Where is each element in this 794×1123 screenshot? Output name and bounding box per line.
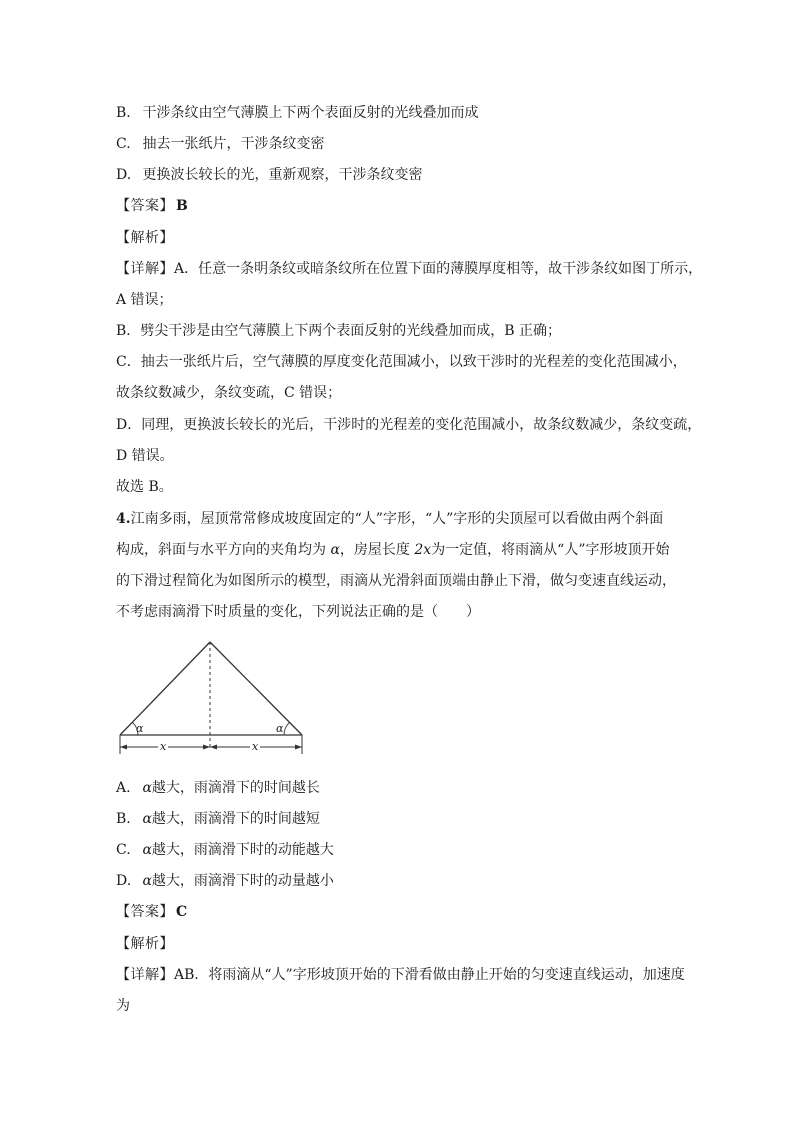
option-text: 抽去一张纸片，干涉条纹变密: [142, 136, 325, 152]
answer-value: C: [176, 904, 188, 920]
dim-label-left: x: [160, 740, 167, 753]
stem-text: 为一定值，将雨滴从“人”字形坡顶开始: [431, 542, 670, 558]
analysis-tag: 【解析】: [116, 230, 174, 246]
dim-label-right: x: [252, 740, 259, 753]
question-number: 4.: [116, 511, 131, 527]
arrowhead-left-inner: [203, 745, 210, 750]
explanation-line: 故条纹数减少，条纹变疏，C 错误；: [116, 385, 342, 401]
detail-line: [116, 259, 703, 279]
roof-slope-figure: [116, 636, 312, 760]
option-text: 更换波长较长的光，重新观察，干涉条纹变密: [142, 167, 423, 183]
arrowhead-left-outer: [120, 745, 127, 750]
explanation-line: AB．将雨滴从“人”字形坡顶开始的下滑看做由静止开始的匀变速直线运动，加速度: [174, 967, 685, 983]
alpha-symbol: α: [142, 811, 152, 827]
length-symbol: 2x: [414, 542, 432, 558]
stem-text: 江南多雨，屋顶常常修成坡度固定的“人”字形，“人”字形的尖顶屋可以看做由两个斜面: [130, 511, 664, 527]
option-text: 越大，雨滴滑下的时间越长: [151, 780, 320, 796]
analysis-tag: 【解析】: [116, 936, 174, 952]
option-d: [116, 165, 686, 185]
option-c: [116, 134, 686, 154]
detail-tag: 【详解】: [116, 261, 174, 277]
explanation-line: D．同理，更换波长较长的光后，干涉时的光程差的变化范围减小，故条纹数减少，条纹变疏，: [116, 417, 702, 433]
detail-tag: 【详解】: [116, 967, 174, 983]
roof-diagram: [116, 636, 312, 760]
arrowhead-right-outer: [295, 745, 302, 750]
explanation-line: A 错误；: [116, 292, 173, 308]
analysis-line: [116, 228, 686, 248]
right-angle-arc: [284, 722, 289, 735]
question-4-stem-line-1: [116, 509, 686, 529]
q4-answer-line: [116, 902, 686, 922]
answer-tag: 【答案】: [116, 904, 174, 920]
option-label: A.: [116, 780, 131, 796]
q4-explanation-line: 为: [116, 998, 130, 1014]
option-b: [116, 103, 686, 123]
conclusion-line: 故选 B。: [116, 479, 173, 495]
option-label: B.: [116, 105, 131, 121]
explanation-line: A．任意一条明条纹或暗条纹所在位置下面的薄膜厚度相等，故干涉条纹如图丁所示，: [174, 261, 703, 277]
question-4-stem-line-3: 的下滑过程简化为如图所示的模型，雨滴从光滑斜面顶端由静止下滑，做匀变速直线运动，: [116, 573, 676, 589]
arrowhead-right-inner: [210, 745, 217, 750]
option-label: D.: [116, 167, 132, 183]
alpha-symbol: α: [142, 842, 152, 858]
stem-text: 构成，斜面与水平方向的夹角均为: [116, 542, 326, 558]
q4-option-c: [116, 840, 686, 860]
q4-option-b: [116, 809, 686, 829]
right-slope: [210, 642, 302, 735]
answer-line: [116, 196, 686, 216]
angle-label-right: α: [276, 722, 284, 735]
explanation-line: C．抽去一张纸片后，空气薄膜的厚度变化范围减小，以致干涉时的光程差的变化范围减小，: [116, 354, 687, 370]
explanation-line: D 错误。: [116, 448, 174, 464]
option-label: D.: [116, 873, 132, 889]
answer-value: B: [176, 198, 188, 214]
question-4-stem-line-2: [116, 540, 686, 560]
q4-detail-line: [116, 965, 686, 985]
option-label: C.: [116, 842, 131, 858]
option-label: B.: [116, 811, 131, 827]
answer-tag: 【答案】: [116, 198, 174, 214]
left-slope: [120, 642, 210, 735]
explanation-line: B．劈尖干涉是由空气薄膜上下两个表面反射的光线叠加而成，B 正确；: [116, 323, 562, 339]
alpha-symbol: α: [142, 780, 152, 796]
q4-option-d: [116, 871, 686, 891]
option-text: 越大，雨滴滑下时的动量越小: [151, 873, 334, 889]
q4-option-a: [116, 778, 686, 798]
option-text: 越大，雨滴滑下的时间越短: [151, 811, 320, 827]
option-label: C.: [116, 136, 131, 152]
option-text: 干涉条纹由空气薄膜上下两个表面反射的光线叠加而成: [142, 105, 479, 121]
alpha-symbol: α: [330, 542, 340, 558]
stem-text: ，房屋长度: [339, 542, 410, 558]
option-text: 越大，雨滴滑下时的动能越大: [151, 842, 334, 858]
alpha-symbol: α: [142, 873, 152, 889]
question-4-stem-line-4: 不考虑雨滴滑下时质量的变化，下列说法正确的是（ ）: [116, 604, 480, 620]
angle-label-left: α: [136, 722, 144, 735]
q4-analysis-line: [116, 934, 686, 954]
